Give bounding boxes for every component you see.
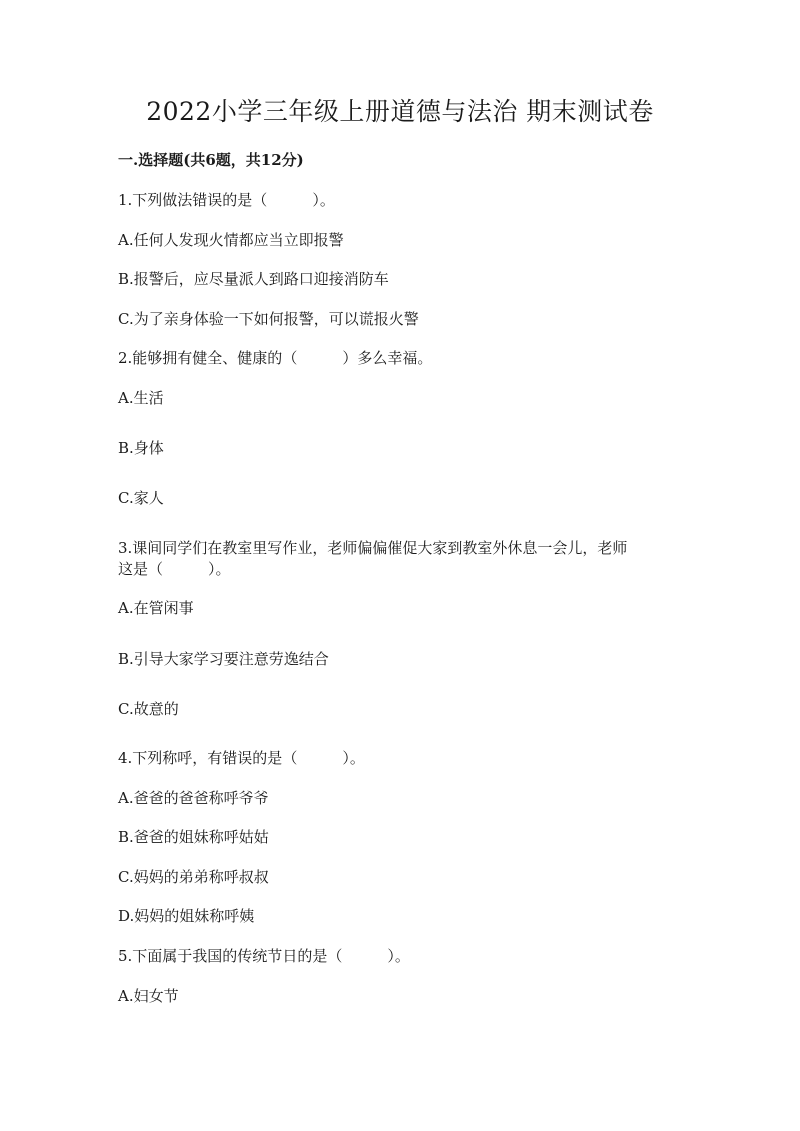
question-2-stem: 2.能够拥有健全、健康的（ ）多么幸福。 bbox=[118, 349, 433, 367]
question-2-option-c: C.家人 bbox=[118, 489, 164, 507]
question-1-option-b: B.报警后，应尽量派人到路口迎接消防车 bbox=[118, 270, 389, 288]
question-3-option-c: C.故意的 bbox=[118, 700, 179, 718]
question-2-option-a: A.生活 bbox=[118, 389, 164, 407]
section-heading: 一.选择题(共6题，共12分) bbox=[118, 151, 304, 169]
question-1-option-c: C.为了亲身体验一下如何报警，可以谎报火警 bbox=[118, 310, 419, 328]
question-3-stem-line-1: 3.课间同学们在教室里写作业，老师偏偏催促大家到教室外休息一会儿，老师 bbox=[118, 539, 628, 557]
question-1-option-a: A.任何人发现火情都应当立即报警 bbox=[118, 231, 344, 249]
question-3-option-a: A.在管闲事 bbox=[118, 599, 194, 617]
question-4-stem: 4.下列称呼，有错误的是（ ）。 bbox=[118, 749, 365, 767]
question-4-option-a: A.爸爸的爸爸称呼爷爷 bbox=[118, 789, 269, 807]
question-5-option-a: A.妇女节 bbox=[118, 987, 179, 1005]
question-4-option-c: C.妈妈的弟弟称呼叔叔 bbox=[118, 868, 269, 886]
question-5-stem: 5.下面属于我国的传统节日的是（ ）。 bbox=[118, 947, 410, 965]
question-4-option-d: D.妈妈的姐妹称呼姨 bbox=[118, 907, 255, 925]
page-title: 2022小学三年级上册道德与法治 期末测试卷 bbox=[146, 97, 654, 126]
question-1-stem: 1.下列做法错误的是（ ）。 bbox=[118, 191, 335, 209]
question-3-option-b: B.引导大家学习要注意劳逸结合 bbox=[118, 650, 329, 668]
question-3-stem-line-2: 这是（ ）。 bbox=[118, 560, 231, 578]
question-2-option-b: B.身体 bbox=[118, 439, 164, 457]
question-4-option-b: B.爸爸的姐妹称呼姑姑 bbox=[118, 828, 269, 846]
